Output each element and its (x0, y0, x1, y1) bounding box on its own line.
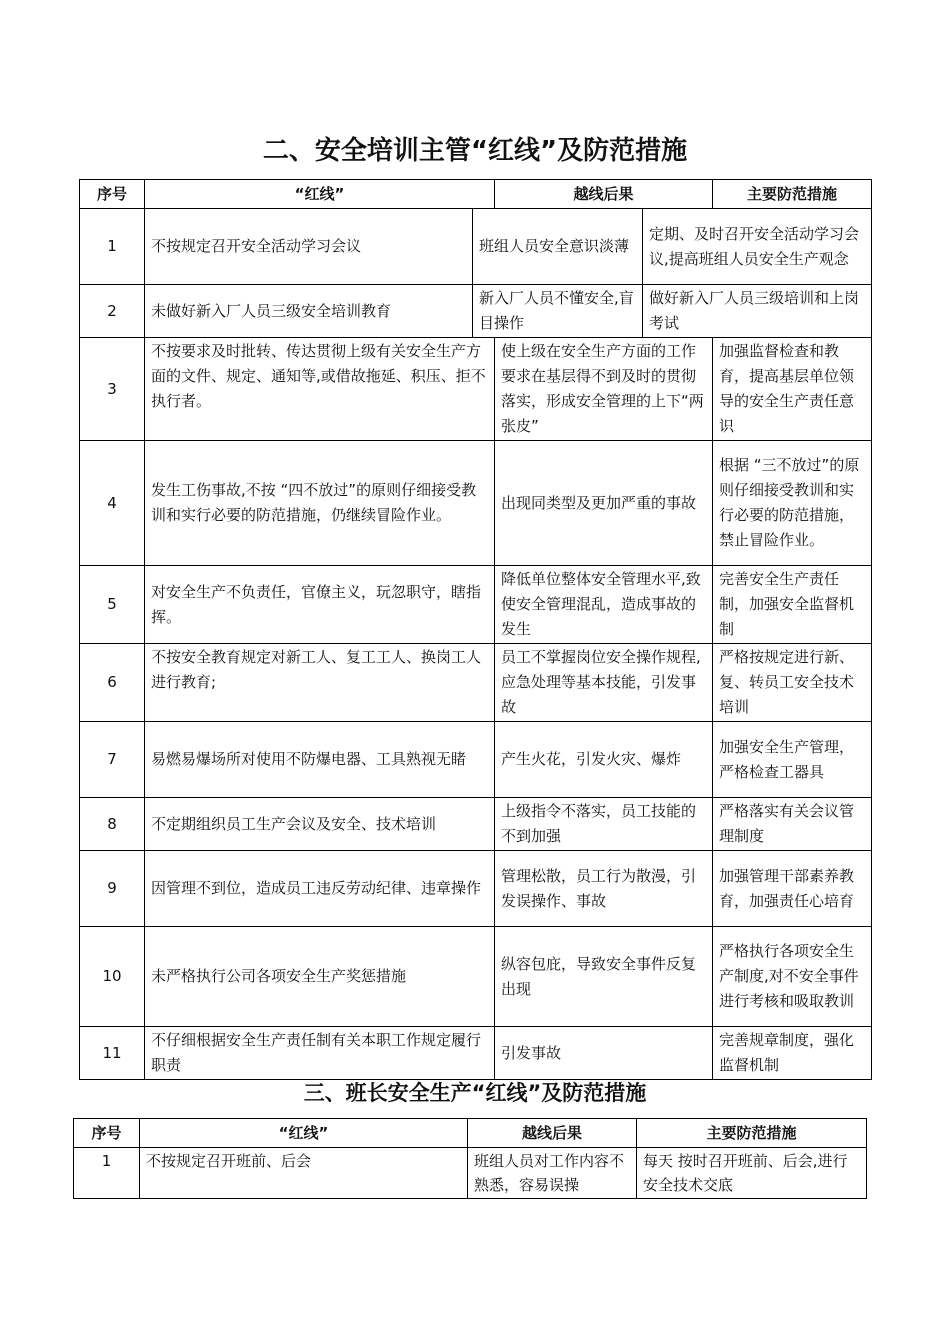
measure-cell: 加强安全生产管理，严格检查工器具 (713, 722, 872, 798)
row-number: 7 (80, 722, 145, 798)
consequence-cell: 班组人员对工作内容不熟悉，容易误操 (468, 1148, 637, 1199)
header-consequence: 越线后果 (468, 1119, 637, 1148)
redline-cell: 不按规定召开安全活动学习会议 (145, 209, 473, 285)
consequence-cell: 引发事故 (495, 1027, 713, 1080)
table-row (80, 285, 872, 338)
consequence-cell: 员工不掌握岗位安全操作规程,应急处理等基本技能，引发事故 (495, 644, 713, 722)
measure-cell: 加强监督检查和教育，提高基层单位领导的安全生产责任意识 (713, 338, 872, 441)
row-number: 1 (74, 1148, 140, 1199)
measure-cell: 严格执行各项安全生产制度,对不安全事件进行考核和吸取教训 (713, 927, 872, 1027)
row-number: 11 (80, 1027, 145, 1080)
consequence-cell: 降低单位整体安全管理水平,致使安全管理混乱，造成事故的发生 (495, 566, 713, 644)
table-row (80, 644, 872, 722)
header-redline: “红线” (145, 180, 495, 209)
header-no: 序号 (80, 180, 145, 209)
header-no: 序号 (74, 1119, 140, 1148)
section-2-title: 二、安全培训主管“红线”及防范措施 (262, 136, 688, 166)
redline-cell: 发生工伤事故,不按 “四不放过”的原则仔细接受教训和实行必要的防范措施，仍继续冒险作业。 (145, 441, 495, 566)
redline-cell: 因管理不到位，造成员工违反劳动纪律、违章操作 (145, 851, 495, 927)
table-row (80, 722, 872, 798)
consequence-cell: 管理松散，员工行为散漫，引发误操作、事故 (495, 851, 713, 927)
redline-cell: 易燃易爆场所对使用不防爆电器、工具熟视无睹 (145, 722, 495, 798)
row-number: 9 (80, 851, 145, 927)
measure-cell: 定期、及时召开安全活动学习会议,提高班组人员安全生产观念 (643, 209, 872, 285)
table-row (80, 338, 872, 441)
measure-cell: 完善安全生产责任制，加强安全监督机制 (713, 566, 872, 644)
consequence-cell: 出现同类型及更加严重的事故 (495, 441, 713, 566)
table-row (80, 851, 872, 927)
measure-cell: 做好新入厂人员三级培训和上岗考试 (643, 285, 872, 338)
redline-cell: 不按规定召开班前、后会 (140, 1148, 468, 1199)
measure-cell: 根据 “三不放过”的原则仔细接受教训和实行必要的防范措施，禁止冒险作业。 (713, 441, 872, 566)
redline-cell: 对安全生产不负责任，官僚主义，玩忽职守，瞎指挥。 (145, 566, 495, 644)
redline-table-team-leader (73, 1118, 867, 1199)
redline-cell: 不仔细根据安全生产责任制有关本职工作规定履行职责 (145, 1027, 495, 1080)
header-measure: 主要防范措施 (713, 180, 872, 209)
header-measure: 主要防范措施 (637, 1119, 867, 1148)
row-number: 8 (80, 798, 145, 851)
consequence-cell: 纵容包庇，导致安全事件反复出现 (495, 927, 713, 1027)
row-number: 10 (80, 927, 145, 1027)
row-number: 4 (80, 441, 145, 566)
measure-cell: 每天 按时召开班前、后会,进行安全技术交底 (637, 1148, 867, 1199)
table-row (80, 1027, 872, 1080)
measure-cell: 严格按规定进行新、复、转员工安全技术培训 (713, 644, 872, 722)
redline-table-safety-training-supervisor (79, 179, 872, 1080)
row-number: 6 (80, 644, 145, 722)
table-row (80, 209, 872, 285)
section-3-title: 三、班长安全生产“红线”及防范措施 (303, 1081, 647, 1105)
header-redline: “红线” (140, 1119, 468, 1148)
redline-cell: 不定期组织员工生产会议及安全、技术培训 (145, 798, 495, 851)
redline-cell: 未严格执行公司各项安全生产奖惩措施 (145, 927, 495, 1027)
table-header-row (80, 180, 872, 209)
table-row (80, 927, 872, 1027)
consequence-cell: 班组人员安全意识淡薄 (473, 209, 643, 285)
consequence-cell: 新入厂人员不懂安全,盲目操作 (473, 285, 643, 338)
table-row (80, 566, 872, 644)
table-row (80, 441, 872, 566)
measure-cell: 完善规章制度，强化监督机制 (713, 1027, 872, 1080)
redline-cell: 未做好新入厂人员三级安全培训教育 (145, 285, 473, 338)
consequence-cell: 产生火花，引发火灾、爆炸 (495, 722, 713, 798)
row-number: 5 (80, 566, 145, 644)
row-number: 3 (80, 338, 145, 441)
table-row (80, 798, 872, 851)
measure-cell: 加强管理干部素养教育，加强责任心培育 (713, 851, 872, 927)
row-number: 2 (80, 285, 145, 338)
measure-cell: 严格落实有关会议管理制度 (713, 798, 872, 851)
header-consequence: 越线后果 (495, 180, 713, 209)
table-row (74, 1148, 867, 1199)
consequence-cell: 上级指令不落实，员工技能的不到加强 (495, 798, 713, 851)
row-number: 1 (80, 209, 145, 285)
table-header-row (74, 1119, 867, 1148)
redline-cell: 不按要求及时批转、传达贯彻上级有关安全生产方面的文件、规定、通知等,或借故拖延、积压、拒不执行者。 (145, 338, 495, 441)
redline-cell: 不按安全教育规定对新工人、复工工人、换岗工人进行教育; (145, 644, 495, 722)
consequence-cell: 使上级在安全生产方面的工作要求在基层得不到及时的贯彻落实，形成安全管理的上下“两张皮” (495, 338, 713, 441)
